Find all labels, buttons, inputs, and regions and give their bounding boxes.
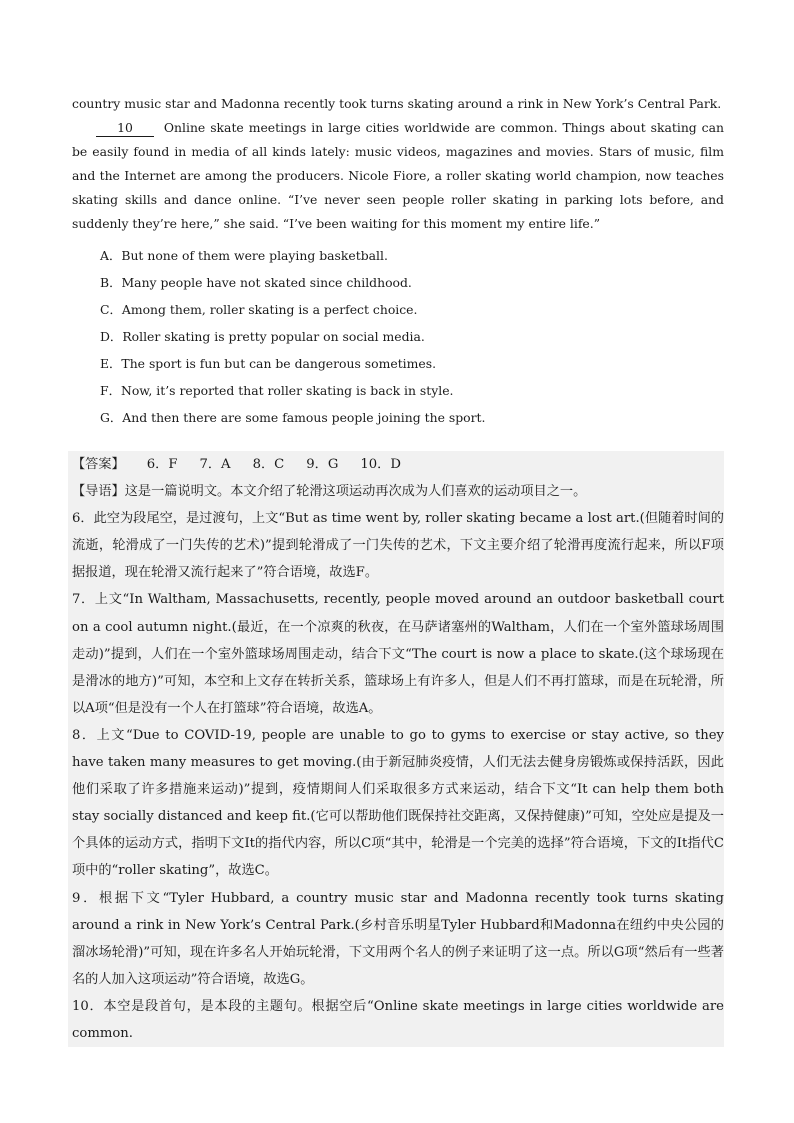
- answer-label: 【答案】: [72, 457, 125, 472]
- answer-9: 9．G: [306, 457, 339, 472]
- answer-8: 8．C: [252, 457, 285, 472]
- explanation-6: 6．此空为段尾空，是过渡句，上文“But as time went by, roller skating became a lost art.(但随着时间的流逝，轮滑成了一门失传的艺术)”提到轮滑成了一门失传的艺术，下文主要介绍了轮滑再度流行起来，所以F项据报道，现在轮滑又流行起来了”符合语境，故选F。: [72, 511, 724, 581]
- explanation-7: 7．上文“In Waltham, Massachusetts, recently, people moved around an outdoor basketball court on a cool autumn night.(最近，在一个凉爽的秋夜，在马萨诸塞州的Waltham，人们在一个室外篮球场周围走动)”提到，人们在一个室外篮球场周围走动，结合下文“The court is now a place to skate.(这个球场现在是滑冰的地方)”可知，本空和上文存在转折关系，篮球场上有许多人，但是人们不再打篮球，而是在玩轮滑，所以A项“但是没有一个人在打篮球”符合语境，故选A。: [72, 592, 724, 716]
- option-b: B．Many people have not skated since childhood.: [100, 275, 412, 290]
- answer-7: 7．A: [199, 457, 231, 472]
- option-f: F．Now, it’s reported that roller skating is back in style.: [100, 383, 454, 398]
- option-a: A．But none of them were playing basketball.: [100, 248, 388, 263]
- guide-row: [68, 478, 724, 505]
- explanation-9: 9．根据下文“Tyler Hubbard, a country music star and Madonna recently took turns skating around a rink in New York’s Central Park.(乡村音乐明星Tyler Hubbard和Madonna在纽约中央公园的溜冰场轮滑)”可知，现在许多名人开始玩轮滑，下文用两个名人的例子来证明了这一点。所以G项“然后有一些著名的人加入这项运动”符合语境，故选G。: [72, 890, 724, 987]
- answer-6: 6．F: [146, 457, 178, 472]
- blank-10: 10: [96, 120, 154, 137]
- answer-10: 10．D: [360, 457, 401, 472]
- explanation-8: 8．上文“Due to COVID-19, people are unable to go to gyms to exercise or stay active, so they have taken many measures to get moving.(由于新冠肺炎疫情，人们无法去健身房锻炼或保持活跃，因此他们采取了许多措施来运动)”提到，疫情期间人们采取很多方式来运动，结合下文“It can help them both stay socially distanced and keep fit.(它可以帮助他们既保持社交距离，又保持健康)”可知，空处应是提及一个具体的运动方式，指明下文It的指代内容，所以C项“其中，轮滑是一个完美的选择”符合语境，下文的It指代C项中的“roller skating”，故选C。: [72, 727, 724, 879]
- guide-label: 【导语】: [72, 484, 125, 500]
- guide-text: 这是一篇说明文。本文介绍了轮滑这项运动再次成为人们喜欢的运动项目之一。: [124, 484, 587, 500]
- passage-top-line: country music star and Madonna recently took turns skating around a rink in New York’s Central Park.: [72, 96, 722, 111]
- option-c: C．Among them, roller skating is a perfect choice.: [100, 302, 418, 317]
- explanation-10: 10．本空是段首句，是本段的主题句。根据空后“Online skate meetings in large cities worldwide are common.: [72, 998, 724, 1041]
- passage-section: [72, 92, 724, 431]
- paragraph-text: Online skate meetings in large cities worldwide are common. Things about skating can be easily found in media of all kinds lately: music videos, magazines and movies. Stars of music, film and the Internet are among the producers. Nicole Fiore, a roller skating world champion, now teaches skating skills and dance online. “I’ve never seen people roller skating in parking lots before, and suddenly they’re here,” she said. “I’ve been waiting for this moment my entire life.”: [72, 120, 724, 231]
- passage-paragraph: [72, 116, 724, 236]
- answer-row: [68, 451, 724, 478]
- answer-section: [68, 451, 724, 1047]
- option-g: G．And then there are some famous people joining the sport.: [100, 410, 486, 425]
- option-e: E．The sport is fun but can be dangerous sometimes.: [100, 356, 437, 371]
- option-d: D．Roller skating is pretty popular on social media.: [100, 329, 425, 344]
- options-list: [72, 242, 724, 431]
